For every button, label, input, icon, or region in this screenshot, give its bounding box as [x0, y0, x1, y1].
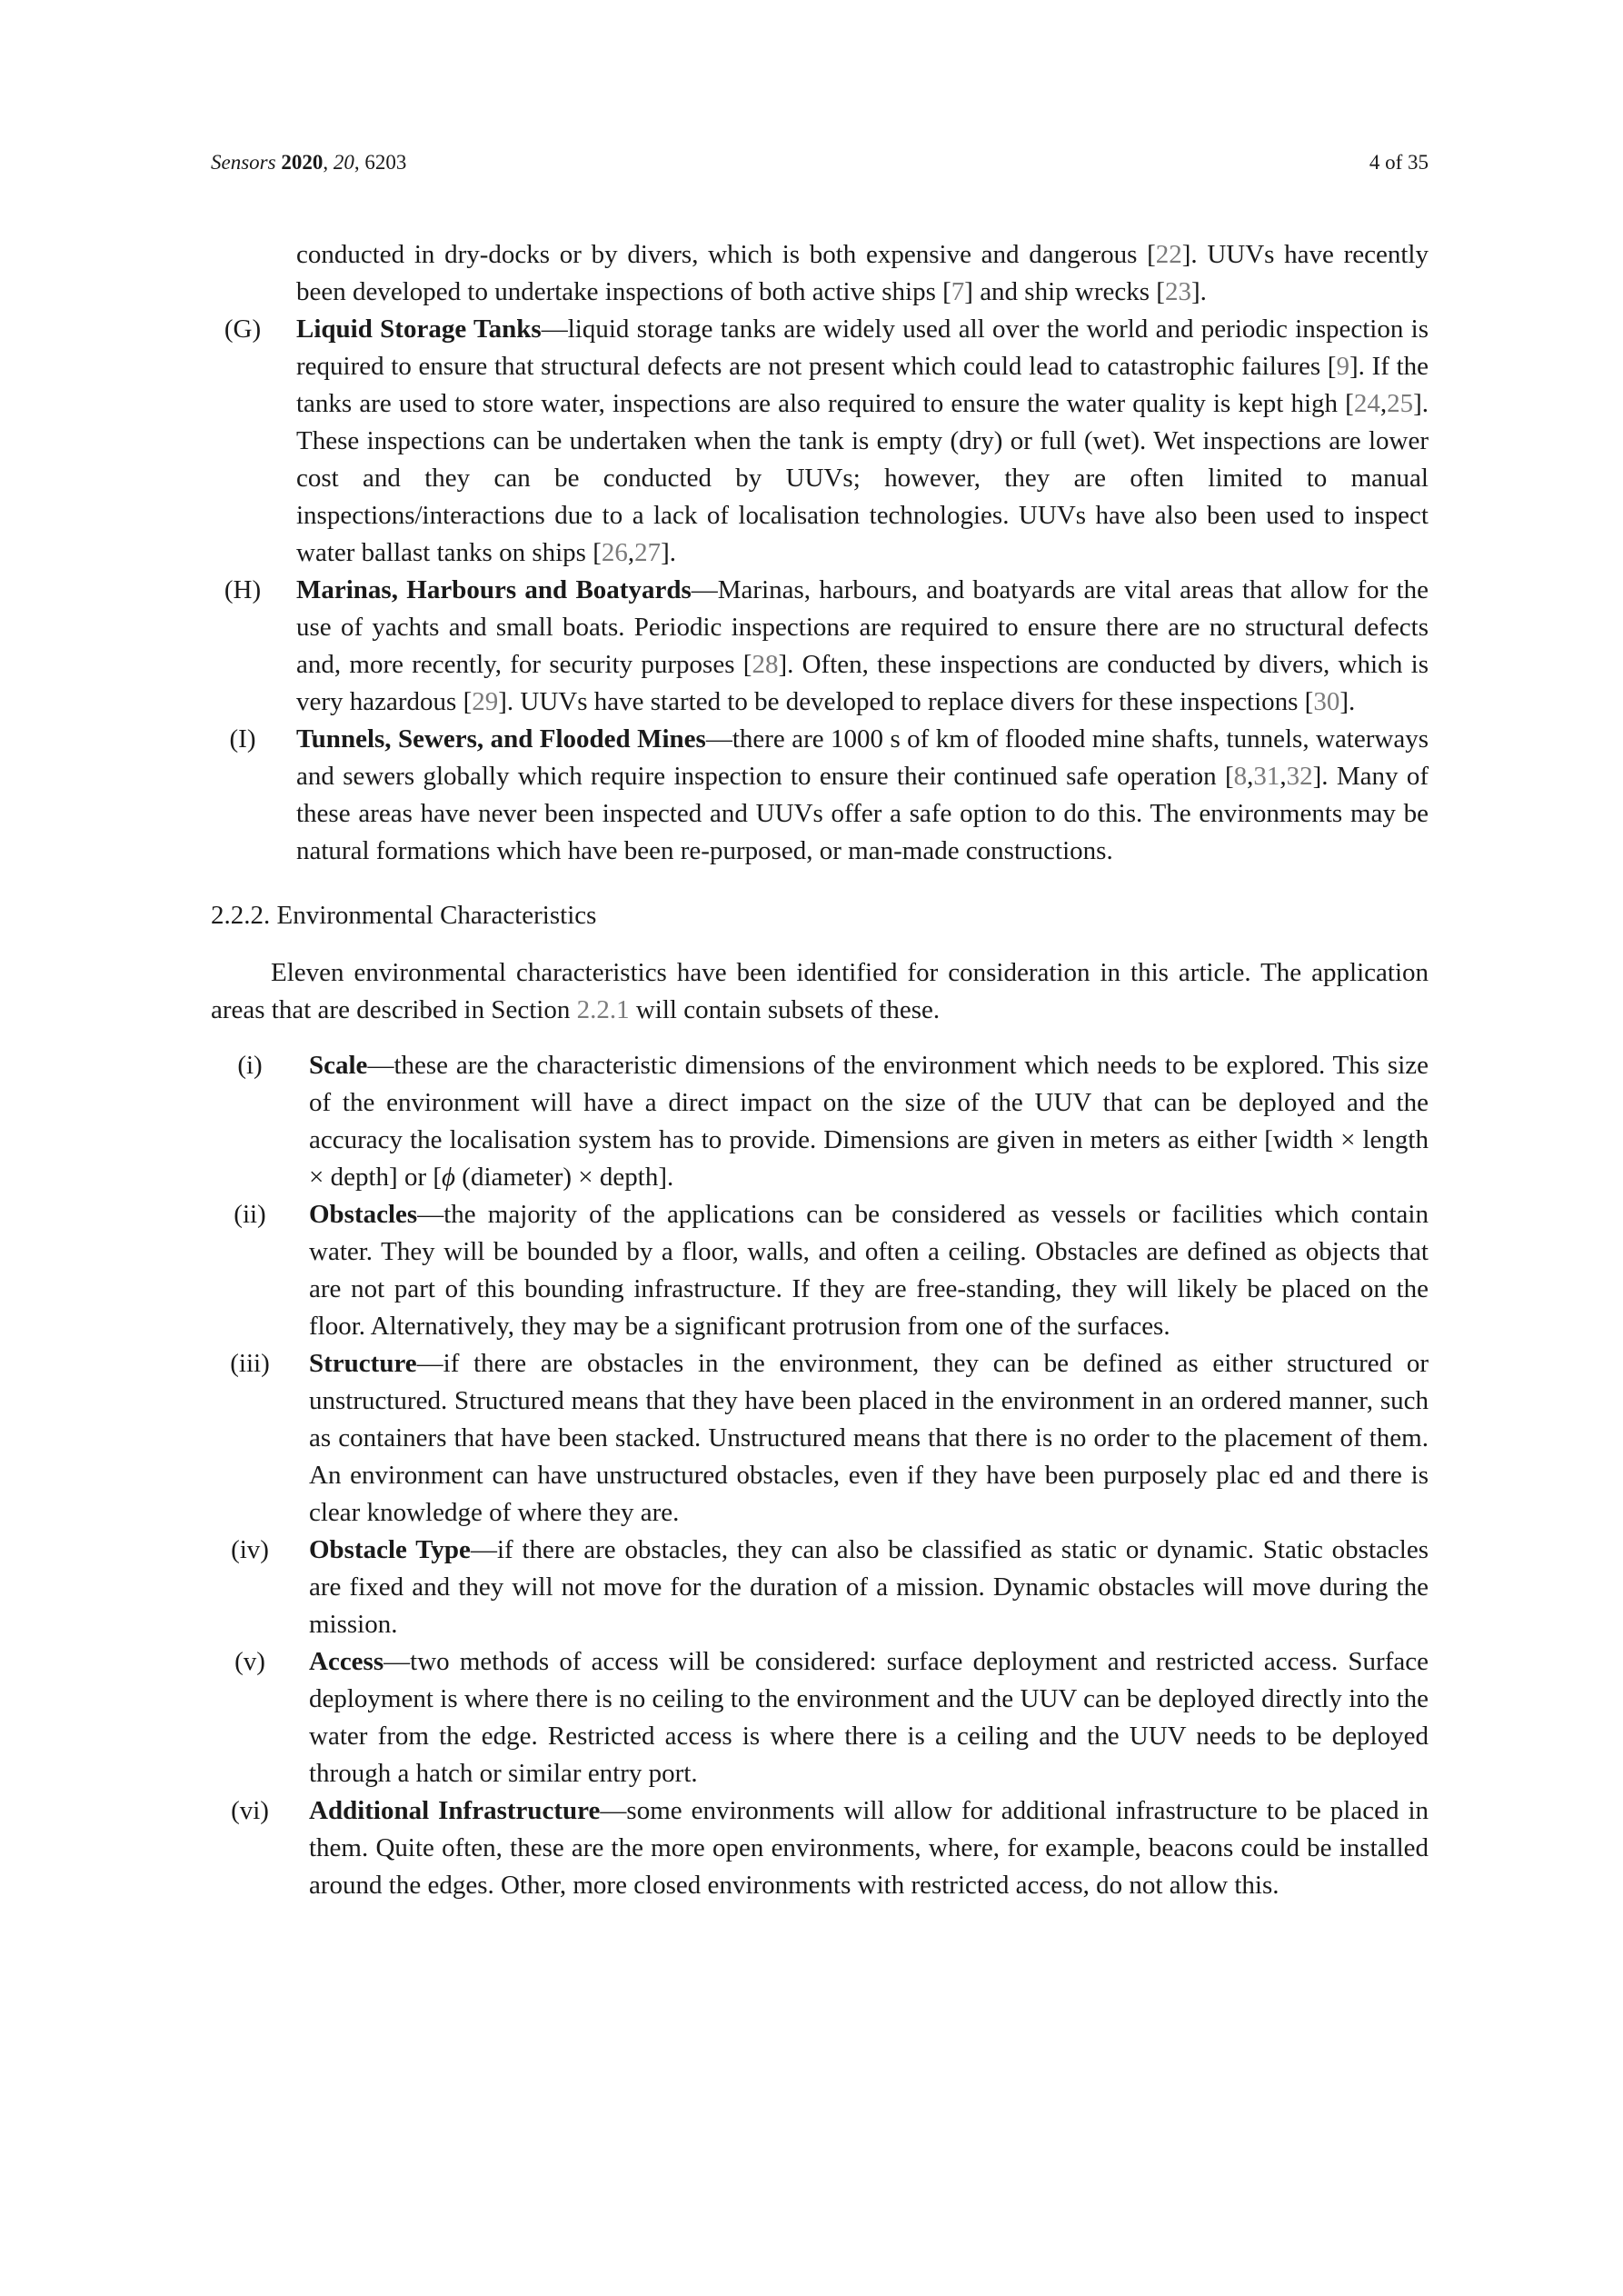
citation-link[interactable]: 29 [472, 687, 499, 716]
list-item-characteristic [211, 1532, 1429, 1643]
paragraph-text: will contain subsets of these. [629, 995, 941, 1024]
item-text: ]. These inspections can be undertaken when the tank is empty (dry) or full (wet). Wet inspections are lower cost and they can be conducted by UUVs; however, they are often limited to manual inspections/interactions due to a lack of localisation technologies. UUVs have also been used to inspect water ballast tanks on ships [ [296, 389, 1429, 567]
continued-text: ]. UUVs have recently been developed to undertake inspections of both active ships [ [296, 240, 1429, 306]
citation-link[interactable]: 23 [1164, 277, 1191, 306]
citation-link[interactable]: 25 [1387, 389, 1414, 418]
intro-paragraph [211, 954, 1429, 1029]
journal-citation: Sensors 2020, 20, 6203 [211, 151, 407, 174]
item-label: (H) [224, 575, 262, 604]
journal-year: 2020 [281, 151, 324, 174]
item-text: —liquid storage tanks are widely used all over the world and periodic inspection is required to ensure that structural defects are not present which could lead to catastrophic failures [ [296, 314, 1429, 381]
item-label: (i) [237, 1051, 263, 1080]
item-text: ]. Often, these inspections are conducted by divers, which is very hazardous [ [296, 650, 1429, 716]
citation-link[interactable]: 31 [1253, 762, 1280, 791]
item-text: —the majority of the applications can be considered as vessels or facilities which contain water. They will be bounded by a floor, walls, and often a ceiling. Obstacles are defined as objects that are not part of this bounding infrastructure. If they are free-standing, they will likely be placed on the floor. Alternatively, they may be a significant protrusion from one of the surfaces. [309, 1200, 1429, 1341]
citation-link[interactable]: 28 [752, 650, 779, 679]
item-title: Structure [309, 1349, 417, 1378]
list-item-characteristic [211, 1196, 1429, 1345]
phi-symbol: ϕ [442, 1163, 456, 1192]
citation-link[interactable]: 22 [1155, 240, 1182, 269]
item-text: —Marinas, harbours, and boatyards are vital areas that allow for the use of yachts and small boats. Periodic inspections are required to ensure there are no structural defects and, more recently, for security purposes [ [296, 575, 1429, 679]
item-text: —two methods of access will be considered: surface deployment and restricted access. Surface deployment is where there is no ceiling to the environment and the UUV can be deployed directly into the water from the edge. Restricted access is where there is a ceiling and the UUV needs to be deployed through a hatch or similar entry port. [309, 1647, 1429, 1788]
list-item-characteristic [211, 1792, 1429, 1904]
item-label: (vi) [231, 1796, 269, 1825]
item-text: —if there are obstacles, they can also be classified as static or dynamic. Static obstacles are fixed and they will not move for the duration of a mission. Dynamic obstacles will move during the mission. [309, 1535, 1429, 1639]
item-text: (diameter) × depth]. [455, 1163, 674, 1192]
journal-volume: 20 [333, 151, 354, 174]
item-label: (iii) [230, 1349, 270, 1378]
item-text: —these are the characteristic dimensions of the environment which needs to be explored. This size of the environment will have a direct impact on the size of the UUV that can be deployed and the accuracy the localisation system has to provide. Dimensions are given in meters as either [width × length × depth] or [ [309, 1051, 1429, 1192]
item-text: ]. [661, 538, 677, 567]
item-label: (ii) [234, 1200, 266, 1229]
list-item-application [211, 721, 1429, 870]
citation-link[interactable]: 27 [634, 538, 662, 567]
section-link[interactable]: 2.2.1 [576, 995, 630, 1024]
citation-link[interactable]: 24 [1353, 389, 1380, 418]
citation-link[interactable]: 26 [601, 538, 628, 567]
continued-paragraph [211, 236, 1429, 311]
item-text: , [1379, 389, 1388, 418]
item-title: Additional Infrastructure [309, 1796, 601, 1825]
continued-text: conducted in dry-docks or by divers, which is both expensive and dangerous [ [296, 240, 1156, 269]
list-item-characteristic [211, 1643, 1429, 1792]
item-label: (I) [229, 724, 256, 754]
list-item-characteristic [211, 1047, 1429, 1196]
item-title: Marinas, Harbours and Boatyards [296, 575, 692, 604]
citation-link[interactable]: 7 [951, 277, 965, 306]
citation-link[interactable]: 8 [1233, 762, 1248, 791]
paragraph-text: Eleven environmental characteristics have been identified for consideration in this article. The application areas that are described in Section [211, 958, 1429, 1024]
item-text: —some environments will allow for additional infrastructure to be placed in them. Quite often, these are the more open environments, where, for example, beacons could be installed around the edges. Other, more closed environments with restricted access, do not allow this. [309, 1796, 1429, 1900]
item-text: , [627, 538, 635, 567]
item-title: Scale [309, 1051, 368, 1080]
citation-link[interactable]: 9 [1336, 352, 1349, 381]
item-text: —there are 1000 s of km of flooded mine shafts, tunnels, waterways and sewers globally which require inspection to ensure their continued safe operation [ [296, 724, 1429, 791]
item-title: Liquid Storage Tanks [296, 314, 542, 344]
item-label: (iv) [231, 1535, 269, 1564]
list-item-characteristic [211, 1345, 1429, 1532]
list-item-application [211, 311, 1429, 572]
item-text: ]. [1339, 687, 1356, 716]
item-text: ]. UUVs have started to be developed to replace divers for these inspections [ [498, 687, 1314, 716]
item-text: —if there are obstacles in the environment, they can be defined as either structured or unstructured. Structured means that they have been placed in the environment in an ordered manner, such as containers that have been stacked. Unstructured means that there is no order to the placement of them. An environment can have unstructured obstacles, even if they have been purposely plac ed and there is clear knowledge of where they are. [309, 1349, 1429, 1527]
citation-link[interactable]: 30 [1313, 687, 1340, 716]
citation-link[interactable]: 32 [1286, 762, 1313, 791]
item-label: (v) [234, 1647, 265, 1676]
continued-text: ]. [1190, 277, 1207, 306]
article-number: 6203 [364, 151, 407, 174]
item-title: Obstacle Type [309, 1535, 471, 1564]
item-text: ]. If the tanks are used to store water, inspections are also required to ensure the water quality is kept high [ [296, 352, 1429, 418]
item-text: , [1247, 762, 1254, 791]
journal-name: Sensors [211, 151, 276, 174]
page-body [211, 236, 1429, 1904]
item-text: , [1279, 762, 1287, 791]
item-title: Tunnels, Sewers, and Flooded Mines [296, 724, 706, 754]
page-number: 4 of 35 [1369, 151, 1429, 174]
item-title: Access [309, 1647, 384, 1676]
item-text: ]. Many of these areas have never been inspected and UUVs offer a safe option to do this. The environments may be natural formations which have been re-purposed, or man-made constructions. [296, 762, 1429, 865]
running-header [211, 151, 1429, 175]
continued-text: ] and ship wrecks [ [964, 277, 1165, 306]
item-label: (G) [224, 314, 262, 344]
list-item-application [211, 572, 1429, 721]
subsection-heading: 2.2.2. Environmental Characteristics [211, 901, 597, 930]
item-title: Obstacles [309, 1200, 418, 1229]
